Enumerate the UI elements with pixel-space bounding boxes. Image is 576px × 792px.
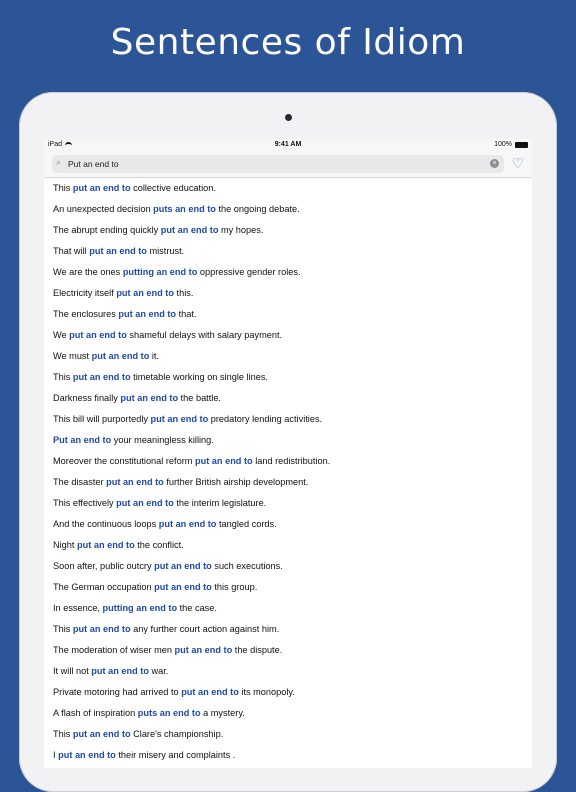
heart-icon[interactable]: ♡ xyxy=(511,155,524,171)
idiom-highlight: put an end to xyxy=(106,477,164,487)
sentence-text-before: This xyxy=(53,183,73,193)
sentence-list xyxy=(44,178,532,766)
idiom-highlight: put an end to xyxy=(116,498,174,508)
idiom-highlight: put an end to xyxy=(72,183,131,193)
sentence-text-after: it. xyxy=(149,351,160,361)
sentence-text-after: that. xyxy=(176,309,197,319)
sentence-text-before: The enclosures xyxy=(53,309,119,319)
sentence-row[interactable] xyxy=(44,241,532,262)
sentence-row[interactable] xyxy=(44,283,532,304)
sentence-text-before: A flash of inspiration xyxy=(53,708,138,718)
idiom-highlight: put an end to xyxy=(91,351,150,361)
sentence-row[interactable] xyxy=(44,199,532,220)
sentence-text-before: Darkness finally xyxy=(53,393,121,403)
status-time: 9:41 AM xyxy=(274,141,302,148)
idiom-highlight: put an end to xyxy=(118,309,177,319)
sentence-text-before: This xyxy=(53,372,73,382)
sentence-row[interactable] xyxy=(44,472,532,493)
sentence-row[interactable] xyxy=(44,346,532,367)
idiom-highlight: put an end to xyxy=(116,288,174,298)
sentence-row[interactable] xyxy=(44,430,532,451)
sentence-row[interactable] xyxy=(44,178,532,199)
sentence-row[interactable] xyxy=(44,556,532,577)
sentence-text-after: any further court action against him. xyxy=(130,624,280,634)
sentence-text-after: this group. xyxy=(211,582,258,592)
sentence-text-after: its monopoly. xyxy=(238,687,295,697)
app-screen xyxy=(44,139,532,768)
sentence-row[interactable] xyxy=(44,220,532,241)
idiom-highlight: putting an end to xyxy=(102,603,178,613)
sentence-row[interactable] xyxy=(44,661,532,682)
sentence-text-before: An unexpected decision xyxy=(53,204,154,214)
sentence-text-after: the dispute. xyxy=(232,645,283,655)
idiom-highlight: put an end to xyxy=(89,246,147,256)
sentence-text-after: such executions. xyxy=(211,561,283,571)
sentence-row[interactable] xyxy=(44,745,532,766)
battery-icon xyxy=(515,142,528,148)
sentence-text-after: collective education. xyxy=(130,183,216,193)
idiom-highlight: put an end to xyxy=(150,414,209,424)
sentence-text-before: We must xyxy=(53,351,92,361)
sentence-text-before: This effectively xyxy=(53,498,117,508)
idiom-highlight: put an end to xyxy=(72,729,131,739)
idiom-highlight: put an end to xyxy=(72,624,131,634)
sentence-text-before: The German occupation xyxy=(53,582,155,592)
search-icon: ⌕ xyxy=(56,157,62,167)
sentence-text-before: Electricity itself xyxy=(53,288,117,298)
sentence-text-before: Soon after, public outcry xyxy=(53,561,155,571)
search-query[interactable]: Put an end to xyxy=(68,159,119,169)
sentence-text-before: This xyxy=(53,729,73,739)
sentence-text-after: this. xyxy=(173,288,194,298)
idiom-highlight: put an end to xyxy=(158,519,217,529)
sentence-text-after: land redistribution. xyxy=(252,456,331,466)
sentence-row[interactable] xyxy=(44,493,532,514)
sentence-text-after: shameful delays with salary payment. xyxy=(126,330,283,340)
sentence-row[interactable] xyxy=(44,724,532,745)
sentence-text-after: mistrust. xyxy=(146,246,185,256)
idiom-highlight: put an end to xyxy=(69,330,127,340)
sentence-text-after: predatory lending activities. xyxy=(208,414,323,424)
idiom-highlight: put an end to xyxy=(58,750,116,760)
sentence-row[interactable] xyxy=(44,535,532,556)
sentence-text-after: their misery and complaints . xyxy=(115,750,236,760)
sentence-text-before: In essence, xyxy=(53,603,103,613)
search-input[interactable] xyxy=(52,155,504,173)
promo-headline: Sentences of Idiom xyxy=(110,22,466,63)
sentence-text-after: the ongoing debate. xyxy=(215,204,300,214)
idiom-highlight: put an end to xyxy=(77,540,135,550)
sentence-row[interactable] xyxy=(44,514,532,535)
sentence-text-after: the case. xyxy=(177,603,217,613)
search-bar xyxy=(44,151,532,178)
idiom-highlight: put an end to xyxy=(154,582,212,592)
sentence-row[interactable] xyxy=(44,325,532,346)
idiom-highlight: put an end to xyxy=(194,456,253,466)
idiom-highlight: put an end to xyxy=(154,561,212,571)
sentence-text-before: And the continuous loops xyxy=(53,519,159,529)
camera-dot xyxy=(285,114,292,121)
sentence-text-after: my hopes. xyxy=(218,225,264,235)
clear-icon[interactable]: × xyxy=(490,159,499,168)
sentence-text-after: a mystery. xyxy=(200,708,245,718)
idiom-highlight: Put an end to xyxy=(53,435,112,445)
idiom-highlight: puts an end to xyxy=(153,204,216,214)
idiom-highlight: put an end to xyxy=(160,225,219,235)
sentence-row[interactable] xyxy=(44,388,532,409)
idiom-highlight: putting an end to xyxy=(122,267,198,277)
sentence-text-before: That will xyxy=(53,246,90,256)
sentence-row[interactable] xyxy=(44,640,532,661)
idiom-highlight: put an end to xyxy=(72,372,131,382)
sentence-text-before: This xyxy=(53,624,73,634)
sentence-text-before: It will not xyxy=(53,666,92,676)
sentence-row[interactable] xyxy=(44,409,532,430)
idiom-highlight: put an end to xyxy=(174,645,233,655)
sentence-text-before: The moderation of wiser men xyxy=(53,645,175,655)
idiom-highlight: put an end to xyxy=(181,687,239,697)
sentence-text-before: We xyxy=(53,330,70,340)
sentence-text-after: tangled cords. xyxy=(216,519,277,529)
sentence-text-before: Moreover the constitutional reform xyxy=(53,456,195,466)
sentence-row[interactable] xyxy=(44,304,532,325)
sentence-text-before: I xyxy=(53,750,59,760)
sentence-text-after: war. xyxy=(148,666,169,676)
idiom-highlight: put an end to xyxy=(91,666,149,676)
status-bar xyxy=(44,139,532,151)
sentence-row[interactable] xyxy=(44,451,532,472)
sentence-text-before: We are the ones xyxy=(53,267,123,277)
sentence-text-after: your meaningless killing. xyxy=(111,435,214,445)
sentence-text-before: Night xyxy=(53,540,78,550)
sentence-row[interactable] xyxy=(44,682,532,703)
sentence-text-after: Clare's championship. xyxy=(130,729,224,739)
sentence-text-before: The abrupt ending quickly xyxy=(53,225,161,235)
battery-percent: 100% xyxy=(494,141,512,148)
sentence-text-before: This bill will purportedly xyxy=(53,414,151,424)
sentence-text-after: the interim legislature. xyxy=(173,498,267,508)
sentence-text-after: oppressive gender roles. xyxy=(197,267,301,277)
sentence-text-before: Private motoring had arrived to xyxy=(53,687,182,697)
idiom-highlight: puts an end to xyxy=(137,708,201,718)
sentence-text-after: the battle. xyxy=(178,393,221,403)
idiom-highlight: put an end to xyxy=(120,393,179,403)
sentence-text-after: further British airship development. xyxy=(163,477,309,487)
sentence-row[interactable] xyxy=(44,367,532,388)
sentence-text-after: timetable working on single lines. xyxy=(130,372,268,382)
sentence-row[interactable] xyxy=(44,619,532,640)
sentence-text-after: the conflict. xyxy=(134,540,184,550)
device-label: iPad xyxy=(48,141,63,148)
sentence-row[interactable] xyxy=(44,598,532,619)
sentence-row[interactable] xyxy=(44,703,532,724)
sentence-text-before: The disaster xyxy=(53,477,107,487)
sentence-row[interactable] xyxy=(44,262,532,283)
sentence-row[interactable] xyxy=(44,577,532,598)
